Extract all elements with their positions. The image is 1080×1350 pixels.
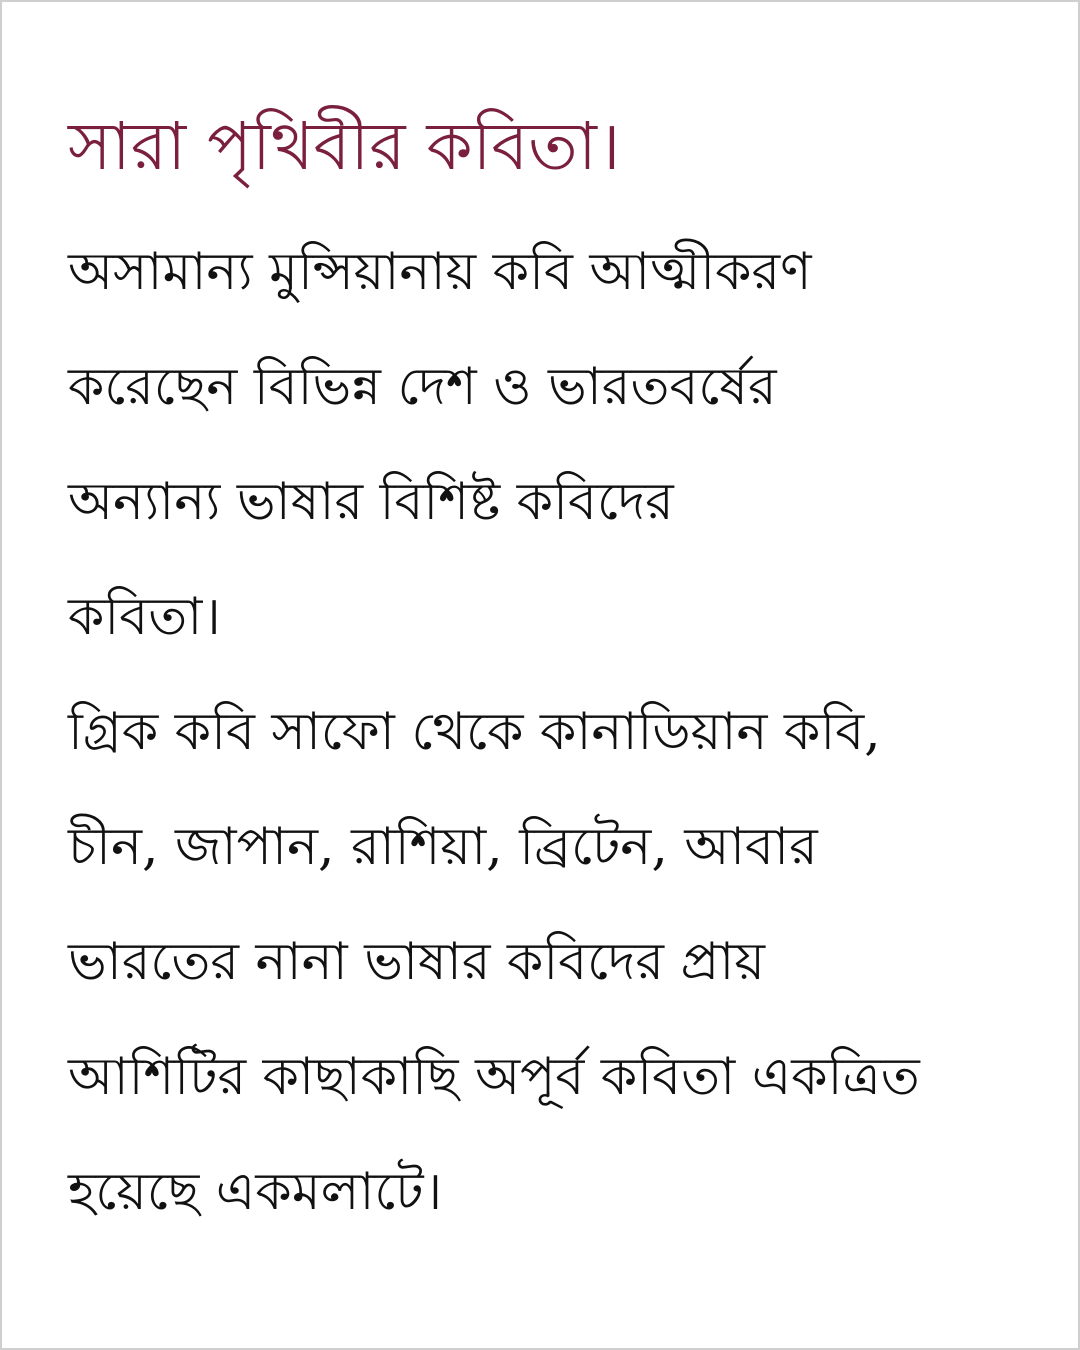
text-line-3: অন্যান্য ভাষার বিশিষ্ট কবিদের	[68, 472, 674, 532]
page-title: সারা পৃথিবীর কবিতা।	[68, 108, 621, 185]
text-line-7: ভারতের নানা ভাষার কবিদের প্রায়	[68, 932, 766, 992]
text-line-8: আশিটির কাছাকাছি অপূর্ব কবিতা একত্রিত	[68, 1047, 920, 1107]
text-line-1: অসামান্য মুন্সিয়ানায় কবি আত্মীকরণ	[68, 242, 812, 302]
text-line-9: হয়েছে একমলাটে।	[68, 1162, 443, 1222]
body-text	[68, 215, 1048, 1250]
text-content	[68, 97, 1048, 1250]
text-line-5: গ্রিক কবি সাফো থেকে কানাডিয়ান কবি,	[68, 702, 881, 762]
text-line-4: কবিতা।	[68, 587, 221, 647]
text-line-2: করেছেন বিভিন্ন দেশ ও ভারতবর্ষের	[68, 357, 777, 417]
text-line-6: চীন, জাপান, রাশিয়া, ব্রিটেন, আবার	[68, 817, 818, 877]
